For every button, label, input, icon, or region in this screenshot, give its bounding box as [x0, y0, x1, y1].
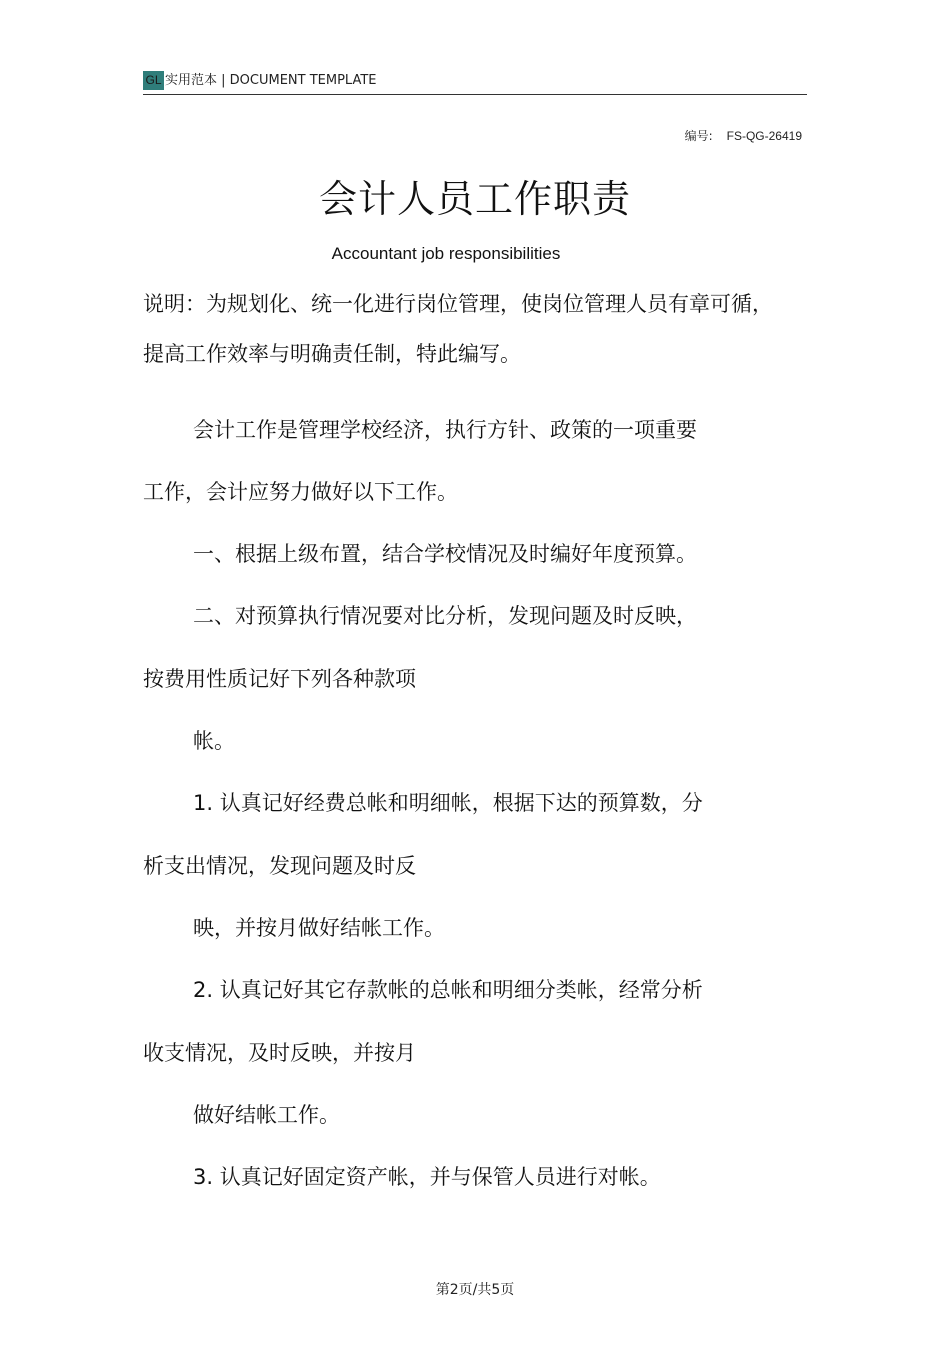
page-title: 会计人员工作职责 — [318, 177, 631, 221]
page-header — [143, 70, 807, 95]
body-line: 2. 认真记好其它存款帐的总帐和明细分类帐，经常分析 — [193, 978, 703, 1002]
body-line: 析支出情况，发现问题及时反 — [143, 854, 416, 878]
body-line: 映，并按月做好结帐工作。 — [193, 916, 445, 940]
document-number-value: FS-QG-26419 — [726, 129, 802, 143]
document-number-label: 编号: — [684, 129, 713, 143]
header-title: 实用范本 | DOCUMENT TEMPLATE — [165, 73, 377, 88]
body-line: 3. 认真记好固定资产帐，并与保管人员进行对帐。 — [193, 1165, 661, 1189]
page-subtitle: Accountant job responsibilities — [331, 244, 561, 263]
body-line: 一、根据上级布置，结合学校情况及时编好年度预算。 — [193, 542, 697, 566]
body-line: 工作，会计应努力做好以下工作。 — [143, 480, 458, 504]
body-line: 做好结帐工作。 — [193, 1103, 340, 1127]
logo: GL — [143, 71, 164, 90]
body-line: 会计工作是管理学校经济，执行方针、政策的一项重要 — [193, 418, 697, 442]
body-line: 二、对预算执行情况要对比分析，发现问题及时反映， — [193, 604, 697, 628]
body-line: 说明：为规划化、统一化进行岗位管理，使岗位管理人员有章可循， — [143, 292, 773, 316]
body-line: 按费用性质记好下列各种款项 — [143, 667, 416, 691]
document-number — [685, 127, 802, 144]
page-indicator: 第2页/共5页 — [435, 1282, 515, 1298]
body-line: 提高工作效率与明确责任制，特此编写。 — [143, 342, 521, 366]
body-line: 帐。 — [193, 729, 235, 753]
body-line: 收支情况，及时反映，并按月 — [143, 1041, 416, 1065]
body-line: 1. 认真记好经费总帐和明细帐，根据下达的预算数，分 — [193, 791, 703, 815]
